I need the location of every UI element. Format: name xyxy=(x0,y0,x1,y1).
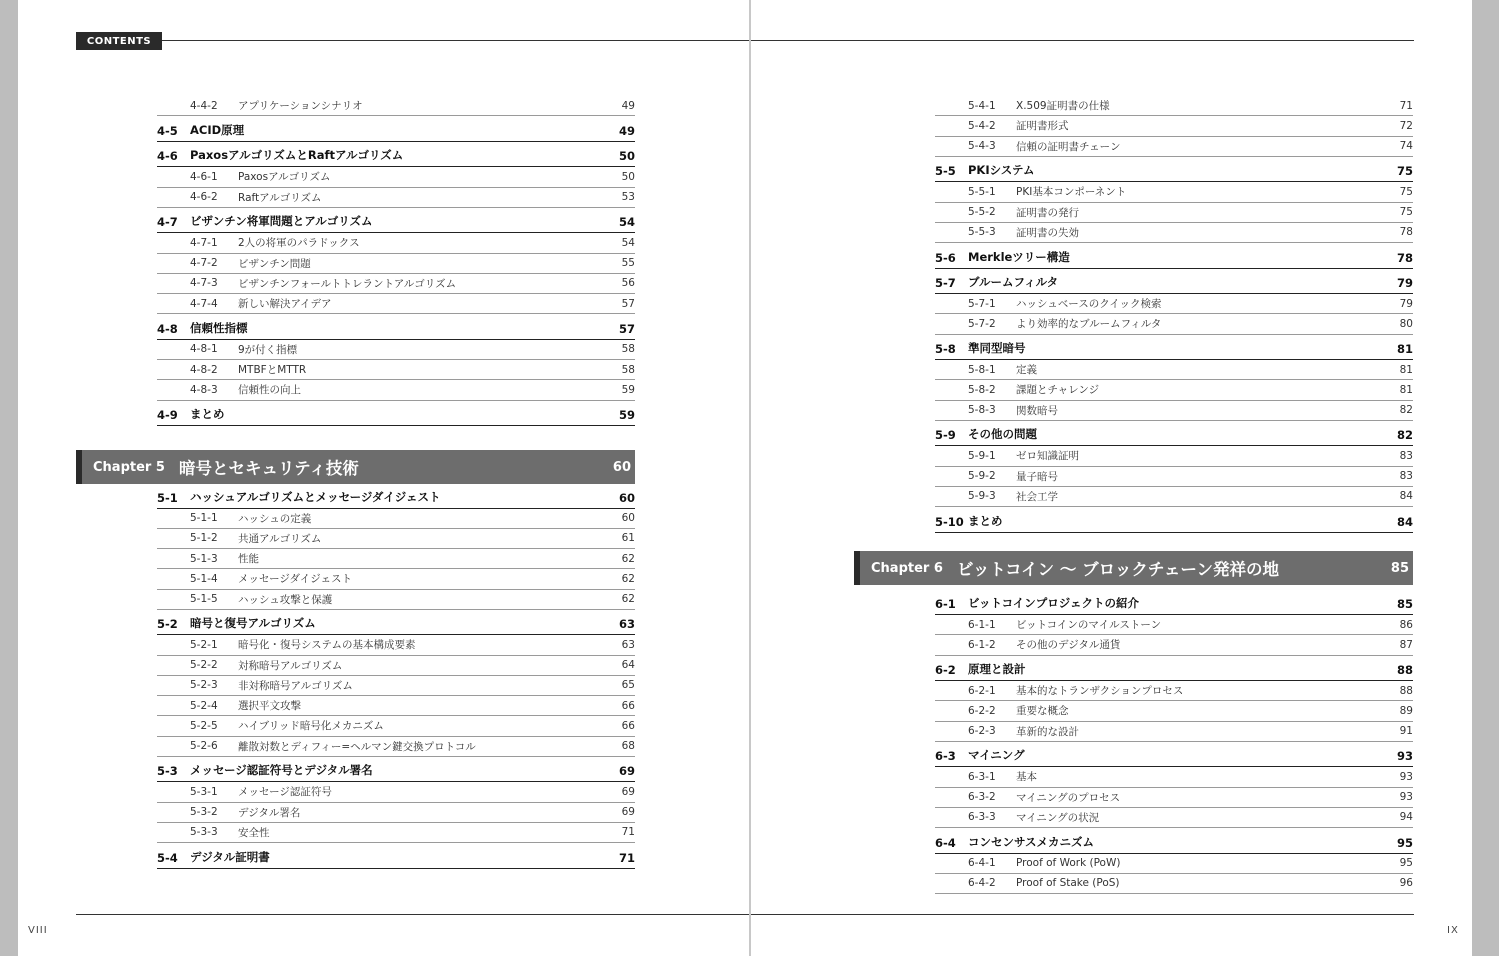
toc-subsection-row[interactable] xyxy=(157,696,635,716)
entry-page: 78 xyxy=(1396,250,1413,265)
entry-page: 65 xyxy=(621,679,635,692)
entry-number: 6-1-2 xyxy=(968,638,996,651)
toc-subsection-row[interactable] xyxy=(935,223,1413,243)
entry-title: 性能 xyxy=(238,553,259,566)
entry-title: Proof of Stake (PoS) xyxy=(1016,877,1120,890)
toc-subsection-row[interactable] xyxy=(157,716,635,736)
entry-title: まとめ xyxy=(968,513,1003,528)
entry-number: 6-2-1 xyxy=(968,684,996,697)
entry-page: 82 xyxy=(1399,404,1413,417)
entry-number: 4-7 xyxy=(157,215,178,230)
entry-number: 5-3-3 xyxy=(190,826,218,839)
entry-page: 81 xyxy=(1399,363,1413,376)
entry-number: 4-7-4 xyxy=(190,297,218,310)
toc-subsection-row[interactable] xyxy=(157,569,635,589)
entry-title: アプリケーションシナリオ xyxy=(238,100,363,113)
toc-subsection-row[interactable] xyxy=(157,274,635,294)
entry-number: 6-1 xyxy=(935,597,956,611)
entry-title: マイニングの状況 xyxy=(1016,811,1100,824)
entry-title: 共通アルゴリズム xyxy=(238,532,322,545)
entry-number: 4-6-2 xyxy=(190,191,218,204)
entry-page: 84 xyxy=(1396,514,1413,529)
chapter-label: Chapter 6 xyxy=(871,560,943,576)
entry-page: 64 xyxy=(621,659,635,672)
toc-list-chapter6 xyxy=(935,590,1413,895)
toc-section-row[interactable] xyxy=(157,208,635,234)
entry-number: 5-5-3 xyxy=(968,226,996,239)
entry-number: 5-8-2 xyxy=(968,383,996,396)
entry-title: その他の問題 xyxy=(968,427,1037,442)
entry-title: 選択平文攻撃 xyxy=(238,700,301,713)
entry-number: 5-10 xyxy=(935,514,964,529)
toc-subsection-row[interactable] xyxy=(935,203,1413,223)
entry-title: ゼロ知識証明 xyxy=(1016,450,1079,463)
entry-title: ハッシュ攻撃と保護 xyxy=(238,593,333,606)
toc-subsection-row[interactable] xyxy=(935,681,1413,701)
entry-page: 66 xyxy=(621,719,635,732)
entry-number: 5-4 xyxy=(157,850,178,865)
toc-section-row[interactable] xyxy=(935,828,1413,854)
toc-section-row[interactable] xyxy=(935,507,1413,533)
toc-list-chapter4 xyxy=(157,96,635,426)
entry-title: 証明書の失効 xyxy=(1016,226,1079,239)
toc-subsection-row[interactable] xyxy=(157,590,635,610)
entry-page: 58 xyxy=(621,363,635,376)
entry-title: メッセージ認証符号とデジタル署名 xyxy=(190,763,373,778)
toc-subsection-row[interactable] xyxy=(157,803,635,823)
entry-number: 6-3-2 xyxy=(968,791,996,804)
entry-title: ビザンチンフォールトトレラントアルゴリズム xyxy=(238,277,457,290)
entry-number: 4-5 xyxy=(157,123,178,138)
entry-page: 86 xyxy=(1399,618,1413,631)
entry-title: 基本 xyxy=(1016,771,1037,784)
entry-number: 5-4-3 xyxy=(968,140,996,153)
toc-subsection-row[interactable] xyxy=(935,788,1413,808)
toc-subsection-row[interactable] xyxy=(935,701,1413,721)
entry-number: 6-3-1 xyxy=(968,770,996,783)
entry-page: 84 xyxy=(1399,490,1413,503)
entry-page: 62 xyxy=(621,552,635,565)
entry-number: 5-2-2 xyxy=(190,659,218,672)
entry-number: 6-3-3 xyxy=(968,811,996,824)
entry-title: ハッシュの定義 xyxy=(238,512,312,525)
toc-subsection-row[interactable] xyxy=(935,635,1413,655)
entry-title: メッセージ認証符号 xyxy=(238,786,332,799)
toc-subsection-row[interactable] xyxy=(157,676,635,696)
entry-title: 非対称暗号アルゴリズム xyxy=(238,679,353,692)
entry-title: コンセンサスメカニズム xyxy=(968,834,1095,849)
entry-page: 75 xyxy=(1396,164,1413,179)
entry-number: 6-2-3 xyxy=(968,725,996,738)
toc-subsection-row[interactable] xyxy=(935,467,1413,487)
entry-page: 79 xyxy=(1399,297,1413,310)
entry-page: 71 xyxy=(1399,99,1413,112)
entry-title: ACID原理 xyxy=(190,122,245,137)
entry-title: ハイブリッド暗号化メカニズム xyxy=(238,720,384,733)
entry-title: 基本的なトランザクションプロセス xyxy=(1016,685,1184,698)
entry-title: 暗号化・復号システムの基本構成要素 xyxy=(238,639,416,652)
entry-title: 証明書の発行 xyxy=(1016,206,1079,219)
toc-subsection-row[interactable] xyxy=(157,656,635,676)
entry-page: 82 xyxy=(1396,428,1413,443)
entry-page: 54 xyxy=(618,215,635,230)
entry-page: 59 xyxy=(621,383,635,396)
entry-title: マイニング xyxy=(968,748,1025,763)
entry-page: 49 xyxy=(618,123,635,138)
entry-title: マイニングのプロセス xyxy=(1016,791,1121,804)
entry-number: 5-2 xyxy=(157,617,178,632)
toc-subsection-row[interactable] xyxy=(157,294,635,314)
entry-page: 95 xyxy=(1396,835,1413,850)
entry-page: 55 xyxy=(621,257,635,270)
entry-title: 定義 xyxy=(1016,364,1037,377)
entry-title: PKI基本コンポーネント xyxy=(1016,186,1127,199)
entry-title: 新しい解決アイデア xyxy=(238,298,332,311)
toc-subsection-row[interactable] xyxy=(935,722,1413,742)
toc-subsection-row[interactable] xyxy=(157,96,635,116)
toc-section-row[interactable] xyxy=(935,157,1413,183)
entry-number: 5-8 xyxy=(935,342,956,356)
entry-page: 81 xyxy=(1399,383,1413,396)
entry-number: 5-1 xyxy=(157,490,178,505)
entry-title: まとめ xyxy=(190,407,225,421)
toc-subsection-row[interactable] xyxy=(935,294,1413,314)
entry-page: 50 xyxy=(621,170,635,183)
entry-page: 56 xyxy=(621,277,635,290)
entry-number: 6-2-2 xyxy=(968,704,996,717)
entry-number: 5-3-1 xyxy=(190,785,218,798)
entry-title: 課題とチャレンジ xyxy=(1016,384,1100,397)
toc-subsection-row[interactable] xyxy=(935,96,1413,116)
entry-page: 93 xyxy=(1396,749,1413,764)
chapter-5-header[interactable] xyxy=(76,450,635,484)
toc-subsection-row[interactable] xyxy=(935,615,1413,635)
entry-number: 5-7 xyxy=(935,276,956,290)
entry-page: 79 xyxy=(1396,276,1413,290)
entry-number: 5-5-1 xyxy=(968,185,996,198)
entry-title: メッセージダイジェスト xyxy=(238,573,353,586)
entry-title: 証明書形式 xyxy=(1016,120,1069,133)
entry-title: ハッシュベースのクイック検索 xyxy=(1016,298,1162,311)
entry-number: 4-8 xyxy=(157,321,178,336)
entry-page: 89 xyxy=(1399,704,1413,717)
entry-number: 4-4-2 xyxy=(190,99,218,112)
entry-page: 87 xyxy=(1399,638,1413,651)
toc-subsection-row[interactable] xyxy=(157,635,635,655)
entry-number: 5-2-5 xyxy=(190,719,218,732)
toc-subsection-row[interactable] xyxy=(935,487,1413,507)
toc-section-row[interactable] xyxy=(157,401,635,427)
entry-title: 離散対数とディフィー=ヘルマン鍵交換プロトコル xyxy=(238,740,476,753)
entry-number: 5-8-3 xyxy=(968,404,996,417)
entry-number: 6-4-1 xyxy=(968,857,996,870)
toc-subsection-row[interactable] xyxy=(935,854,1413,874)
toc-subsection-row[interactable] xyxy=(157,188,635,208)
toc-subsection-row[interactable] xyxy=(157,233,635,253)
entry-number: 6-3 xyxy=(935,749,956,764)
entry-page: 69 xyxy=(618,764,635,779)
entry-number: 5-3-2 xyxy=(190,806,218,819)
entry-title: 準同型暗号 xyxy=(968,341,1026,355)
entry-page: 88 xyxy=(1396,663,1413,677)
entry-page: 94 xyxy=(1399,811,1413,824)
entry-number: 4-8-3 xyxy=(190,383,218,396)
toc-section-row[interactable] xyxy=(157,843,635,869)
contents-badge: CONTENTS xyxy=(76,32,162,50)
chapter-title: ビットコイン ～ ブロックチェーン発祥の地 xyxy=(957,560,1280,579)
entry-number: 5-2-4 xyxy=(190,699,218,712)
entry-page: 68 xyxy=(621,740,635,753)
toc-section-row[interactable] xyxy=(935,421,1413,447)
toc-subsection-row[interactable] xyxy=(935,360,1413,380)
toc-subsection-row[interactable] xyxy=(157,360,635,380)
entry-page: 78 xyxy=(1399,226,1413,239)
chapter-page: 60 xyxy=(612,459,631,475)
toc-subsection-row[interactable] xyxy=(157,254,635,274)
toc-section-row[interactable] xyxy=(935,742,1413,768)
book-spine xyxy=(749,0,751,956)
toc-subsection-row[interactable] xyxy=(157,380,635,400)
entry-title: 量子暗号 xyxy=(1016,470,1058,483)
entry-page: 74 xyxy=(1399,140,1413,153)
entry-page: 93 xyxy=(1399,770,1413,783)
entry-page: 62 xyxy=(621,572,635,585)
entry-page: 63 xyxy=(618,617,635,632)
entry-title: Paxosアルゴリズム xyxy=(238,171,331,184)
entry-title: PaxosアルゴリズムとRaftアルゴリズム xyxy=(190,148,404,163)
entry-title: デジタル証明書 xyxy=(190,849,270,864)
toc-subsection-row[interactable] xyxy=(157,529,635,549)
entry-title: 革新的な設計 xyxy=(1016,725,1079,738)
entry-number: 5-4-2 xyxy=(968,119,996,132)
entry-title: 対称暗号アルゴリズム xyxy=(238,659,343,672)
entry-page: 60 xyxy=(621,512,635,525)
entry-title: 安全性 xyxy=(238,826,270,839)
toc-section-row[interactable] xyxy=(935,656,1413,682)
entry-title: ブルームフィルタ xyxy=(968,275,1059,289)
entry-page: 75 xyxy=(1399,206,1413,219)
entry-title: ビットコインのマイルストーン xyxy=(1016,619,1162,632)
entry-number: 6-4-2 xyxy=(968,877,996,890)
toc-subsection-row[interactable] xyxy=(935,116,1413,136)
entry-page: 50 xyxy=(618,149,635,164)
toc-subsection-row[interactable] xyxy=(935,767,1413,787)
entry-number: 4-9 xyxy=(157,408,178,422)
entry-number: 5-6 xyxy=(935,250,956,265)
top-rule-right xyxy=(751,40,1414,41)
page-number-right: IX xyxy=(1447,925,1459,936)
entry-title: X.509証明書の仕様 xyxy=(1016,100,1110,113)
entry-title: 9が付く指標 xyxy=(238,343,298,356)
entry-title: ビザンチン問題 xyxy=(238,257,311,270)
entry-page: 72 xyxy=(1399,119,1413,132)
entry-page: 88 xyxy=(1399,684,1413,697)
entry-title: 信頼性指標 xyxy=(190,320,248,335)
toc-section-row[interactable] xyxy=(157,757,635,783)
entry-number: 5-9 xyxy=(935,428,956,443)
entry-number: 4-7-3 xyxy=(190,277,218,290)
entry-page: 69 xyxy=(621,806,635,819)
toc-subsection-row[interactable] xyxy=(157,167,635,187)
toc-section-row[interactable] xyxy=(935,269,1413,295)
entry-number: 5-9-2 xyxy=(968,470,996,483)
toc-section-row[interactable] xyxy=(157,610,635,636)
bottom-rule-right xyxy=(751,914,1414,915)
toc-subsection-row[interactable] xyxy=(157,737,635,757)
entry-number: 4-6 xyxy=(157,149,178,164)
entry-title: Proof of Work (PoW) xyxy=(1016,857,1121,870)
entry-number: 6-2 xyxy=(935,663,956,677)
entry-number: 5-1-3 xyxy=(190,552,218,565)
entry-number: 5-1-2 xyxy=(190,532,218,545)
entry-title: 原理と設計 xyxy=(968,662,1026,676)
toc-column-right xyxy=(935,96,1413,894)
page-number-left: VIII xyxy=(28,925,48,936)
entry-title: 社会工学 xyxy=(1016,490,1058,503)
entry-number: 5-9-3 xyxy=(968,490,996,503)
entry-number: 6-4 xyxy=(935,835,956,850)
entry-page: 53 xyxy=(621,191,635,204)
entry-page: 80 xyxy=(1399,317,1413,330)
toc-subsection-row[interactable] xyxy=(157,823,635,843)
entry-number: 4-7-2 xyxy=(190,257,218,270)
toc-list-chapter5-part2 xyxy=(935,96,1413,533)
entry-page: 69 xyxy=(621,785,635,798)
entry-title: 2人の将軍のパラドックス xyxy=(238,237,360,250)
entry-title: 関数暗号 xyxy=(1016,404,1058,417)
entry-title: PKIシステム xyxy=(968,163,1035,178)
entry-page: 81 xyxy=(1396,342,1413,356)
entry-number: 5-9-1 xyxy=(968,449,996,462)
entry-page: 49 xyxy=(621,99,635,112)
entry-number: 5-2-1 xyxy=(190,638,218,651)
entry-page: 59 xyxy=(618,408,635,422)
toc-subsection-row[interactable] xyxy=(935,182,1413,202)
toc-subsection-row[interactable] xyxy=(935,808,1413,828)
entry-number: 5-5 xyxy=(935,164,956,179)
entry-number: 5-5-2 xyxy=(968,206,996,219)
entry-title: ビットコインプロジェクトの紹介 xyxy=(968,596,1140,610)
entry-page: 75 xyxy=(1399,185,1413,198)
entry-page: 62 xyxy=(621,593,635,606)
toc-subsection-row[interactable] xyxy=(157,340,635,360)
toc-subsection-row[interactable] xyxy=(157,509,635,529)
entry-number: 4-6-1 xyxy=(190,170,218,183)
entry-page: 95 xyxy=(1399,857,1413,870)
toc-section-row[interactable] xyxy=(157,116,635,142)
entry-page: 66 xyxy=(621,699,635,712)
entry-title: 暗号と復号アルゴリズム xyxy=(190,616,316,631)
entry-number: 4-8-2 xyxy=(190,363,218,376)
entry-page: 85 xyxy=(1396,597,1413,611)
bottom-rule-left xyxy=(76,914,749,915)
toc-subsection-row[interactable] xyxy=(935,380,1413,400)
entry-number: 5-1-5 xyxy=(190,593,218,606)
entry-page: 54 xyxy=(621,236,635,249)
entry-page: 57 xyxy=(621,297,635,310)
toc-subsection-row[interactable] xyxy=(935,401,1413,421)
entry-page: 61 xyxy=(621,532,635,545)
entry-number: 5-8-1 xyxy=(968,363,996,376)
toc-section-row[interactable] xyxy=(935,243,1413,269)
entry-number: 5-4-1 xyxy=(968,99,996,112)
entry-number: 5-1-1 xyxy=(190,512,218,525)
entry-number: 5-7-2 xyxy=(968,317,996,330)
toc-subsection-row[interactable] xyxy=(157,782,635,802)
entry-page: 71 xyxy=(621,826,635,839)
chapter-title: 暗号とセキュリティ技術 xyxy=(179,459,359,478)
entry-number: 6-1-1 xyxy=(968,618,996,631)
entry-page: 63 xyxy=(621,638,635,651)
entry-title: より効率的なブルームフィルタ xyxy=(1016,318,1162,331)
chapter-bar xyxy=(76,450,82,484)
chapter-6-header[interactable] xyxy=(854,551,1413,585)
toc-subsection-row[interactable] xyxy=(935,314,1413,334)
toc-section-row[interactable] xyxy=(157,483,635,509)
entry-page: 57 xyxy=(618,321,635,336)
entry-title: 信頼性の向上 xyxy=(238,384,301,397)
entry-number: 4-8-1 xyxy=(190,343,218,356)
chapter-page: 85 xyxy=(1390,560,1409,576)
entry-page: 58 xyxy=(621,343,635,356)
toc-section-row[interactable] xyxy=(935,590,1413,616)
entry-title: ビザンチン将軍問題とアルゴリズム xyxy=(190,214,373,229)
chapter-label: Chapter 5 xyxy=(93,459,165,475)
entry-number: 5-1-4 xyxy=(190,572,218,585)
entry-title: デジタル署名 xyxy=(238,806,301,819)
entry-number: 4-7-1 xyxy=(190,236,218,249)
toc-subsection-row[interactable] xyxy=(935,874,1413,894)
toc-section-row[interactable] xyxy=(157,314,635,340)
entry-page: 96 xyxy=(1399,877,1413,890)
entry-title: その他のデジタル通貨 xyxy=(1016,639,1121,652)
entry-title: 重要な概念 xyxy=(1016,705,1069,718)
toc-subsection-row[interactable] xyxy=(935,137,1413,157)
entry-page: 83 xyxy=(1399,470,1413,483)
entry-page: 93 xyxy=(1399,791,1413,804)
entry-title: Raftアルゴリズム xyxy=(238,191,322,204)
top-rule-left xyxy=(162,40,749,41)
entry-page: 83 xyxy=(1399,449,1413,462)
entry-number: 5-2-6 xyxy=(190,740,218,753)
toc-subsection-row[interactable] xyxy=(157,549,635,569)
toc-list-chapter5-part1 xyxy=(157,483,635,869)
entry-title: 信頼の証明書チェーン xyxy=(1016,140,1121,153)
entry-page: 71 xyxy=(618,850,635,865)
entry-number: 5-7-1 xyxy=(968,297,996,310)
entry-page: 91 xyxy=(1399,725,1413,738)
entry-title: MTBFとMTTR xyxy=(238,364,307,377)
entry-page: 60 xyxy=(618,490,635,505)
chapter-bar xyxy=(854,551,860,585)
entry-title: Merkleツリー構造 xyxy=(968,249,1070,264)
toc-section-row[interactable] xyxy=(935,335,1413,361)
entry-number: 5-3 xyxy=(157,764,178,779)
toc-subsection-row[interactable] xyxy=(935,446,1413,466)
entry-number: 5-2-3 xyxy=(190,679,218,692)
toc-section-row[interactable] xyxy=(157,142,635,168)
entry-title: ハッシュアルゴリズムとメッセージダイジェスト xyxy=(190,489,441,504)
